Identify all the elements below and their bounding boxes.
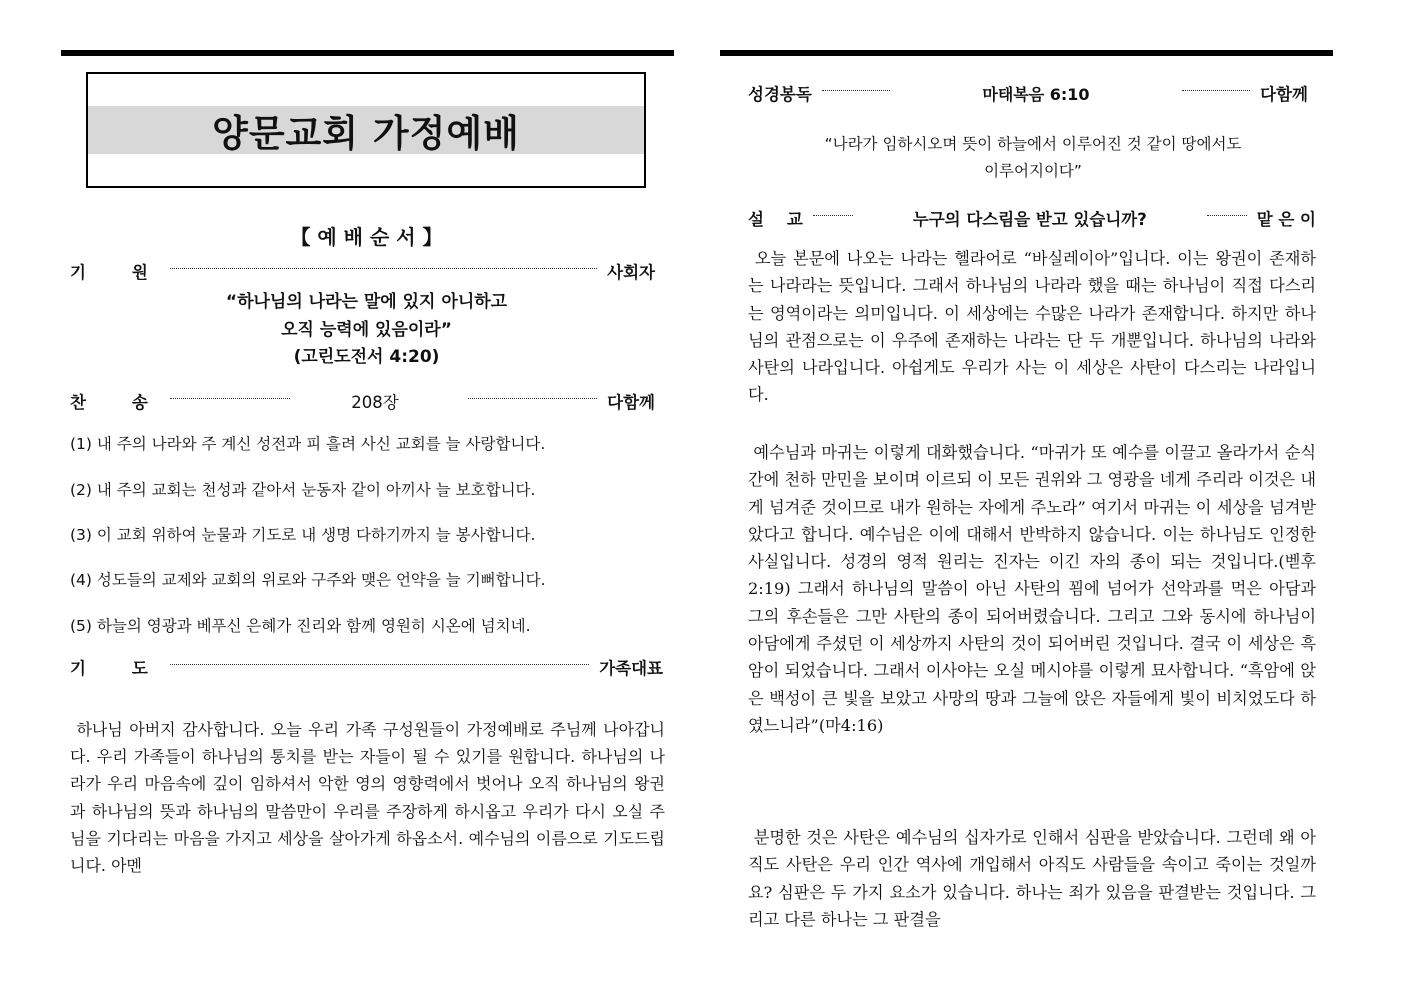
verse-line: “나라가 임하시오며 뜻이 하늘에서 이루어진 것 같이 땅에서도	[824, 135, 1242, 153]
sermon-paragraph-3: 분명한 것은 사탄은 예수님의 십자가로 인해서 심판을 받았습니다. 그런데 왜 아직도 사탄은 우리 인간 역사에 개입해서 아직도 사람들을 속이고 죽이는 것일까요? 심판은 두 가지 요소가 있습니다. 하나는 죄가 있음을 판결받는 것입니다. 그리고 다른 하나는 그 판결을	[748, 828, 1316, 929]
hymn-verse-2: (2) 내 주의 교회는 천성과 같아서 눈동자 같이 아끼사 늘 보호합니다.	[70, 481, 536, 499]
leader-dots	[1207, 215, 1247, 216]
right-top-rule	[720, 50, 1333, 56]
page-title: 양문교회 가정예배	[212, 112, 520, 155]
prayer-role: 가족대표	[599, 659, 663, 678]
leader-dots	[170, 398, 290, 399]
leader-dots	[170, 664, 589, 665]
left-top-rule	[61, 50, 674, 56]
reading-role: 다함께	[1260, 85, 1308, 104]
verse-line: 오직 능력에 있음이라”	[281, 319, 452, 340]
sermon-label: 설 교	[748, 210, 803, 229]
hymn-row	[70, 388, 655, 414]
hymn-label: 찬 송	[70, 393, 148, 412]
title-box	[86, 72, 646, 188]
hymn-verse-5: (5) 하늘의 영광과 베푸신 은혜가 진리와 함께 영원히 시온에 넘치네.	[70, 617, 531, 635]
reading-label: 성경봉독	[748, 85, 812, 104]
verse-line: 이루어지이다”	[984, 162, 1082, 180]
invocation-label: 기 원	[70, 263, 148, 282]
order-heading: 【 예 배 순 서 】	[290, 225, 443, 249]
leader-dots	[813, 215, 853, 216]
verse-line: “하나님의 나라는 말에 있지 아니하고	[225, 292, 508, 312]
sermon-paragraph-2: 예수님과 마귀는 이렇게 대화했습니다. “마귀가 또 예수를 이끌고 올라가서 순식간에 천하 만민을 보이며 이르되 이 모든 권위와 그 영광을 네게 주리라 이것은 내게 넘겨준 것이므로 내가 원하는 자에게 주노라” 여기서 마귀는 이 세상을 넘겨받았다고 합니다. 예수님은 이에 대해서 반박하지 않습니다. 이는 하나님도 인정한 사실입니다. 성경의 영적 원리는 진자는 이긴 자의 종이 되는 것입니다.(벧후 2:19) 그래서 하나님의 말씀이 아닌 사탄의 꾐에 넘어가 선악과를 먹은 아담과 그의 후손들은 그만 사탄의 종이 되어버렸습니다. 그리고 그와 동시에 하나님이 아담에게 주셨던 이 세상까지 사탄의 것이 되어버린 것입니다. 결국 이 세상은 흑암이 되었습니다. 그래서 이사야는 오실 메시야를 이렇게 묘사합니다. “흑암에 앉은 백성이 큰 빛을 보았고 사망의 땅과 그늘에 앉은 자들에게 빛이 비치었도다 하였느니라”(마4:16)	[748, 443, 1322, 735]
hymn-number: 208장	[351, 393, 399, 412]
sermon-paragraph-1: 오늘 본문에 나오는 나라는 헬라어로 “바실레이아”입니다. 이는 왕권이 존재하는 나라라는 뜻입니다. 그래서 하나님의 나라라 했을 때는 하나님이 직접 다스리는 영역이라는 의미입니다. 이 세상에는 수많은 나라가 존재합니다. 하지만 하나님의 관점으로는 이 우주에 존재하는 나라는 단 두 개뿐입니다. 하나님의 나라와 사탄의 나라입니다. 아쉽게도 우리가 사는 이 세상은 사탄이 다스리는 나라입니다.	[748, 249, 1322, 405]
hymn-role: 다함께	[607, 393, 655, 412]
leader-dots	[170, 268, 597, 269]
hymn-verse-3: (3) 이 교회 위하여 눈물과 기도로 내 생명 다하기까지 늘 봉사합니다.	[70, 526, 536, 544]
reading-passage: 마태복음 6:10	[982, 84, 1090, 104]
sermon-title: 누구의 다스림을 받고 있습니까?	[912, 210, 1147, 229]
prayer-text: 하나님 아버지 감사합니다. 오늘 우리 가족 구성원들이 가정예배로 주님께 나아갑니다. 우리 가족들이 하나님의 통치를 받는 자들이 될 수 있기를 원합니다. 하나님의 나라가 우리 마음속에 깊이 임하셔서 악한 영의 영향력에서 벗어나 오직 하나님의 왕권과 하나님의 뜻과 하나님의 말씀만이 우리를 주장하게 하시옵고 우리가 다시 오실 주님을 기다리는 마음을 가지고 세상을 살아가게 하옵소서. 예수님의 이름으로 기도드립니다. 아멘	[70, 720, 665, 876]
sermon-row	[748, 205, 1316, 231]
invocation-role: 사회자	[607, 263, 655, 282]
hymn-verse-4: (4) 성도들의 교제와 교회의 위로와 구주와 맺은 언약을 늘 기뻐합니다.	[70, 571, 546, 589]
reading-verse	[748, 131, 1318, 185]
sermon-preacher: 맡 은 이	[1256, 210, 1316, 229]
prayer-row	[70, 654, 663, 680]
leader-dots	[1182, 90, 1250, 91]
reading-row	[748, 80, 1308, 106]
prayer-label: 기 도	[70, 659, 148, 678]
leader-dots	[822, 90, 890, 91]
hymn-verse-1: (1) 내 주의 나라와 주 계신 성전과 피 흘려 사신 교회를 늘 사랑합니다.	[70, 435, 546, 453]
invocation-verse	[70, 289, 663, 372]
leader-dots	[468, 398, 597, 399]
invocation-row	[70, 258, 655, 284]
verse-reference: (고린도전서 4:20)	[293, 347, 440, 367]
